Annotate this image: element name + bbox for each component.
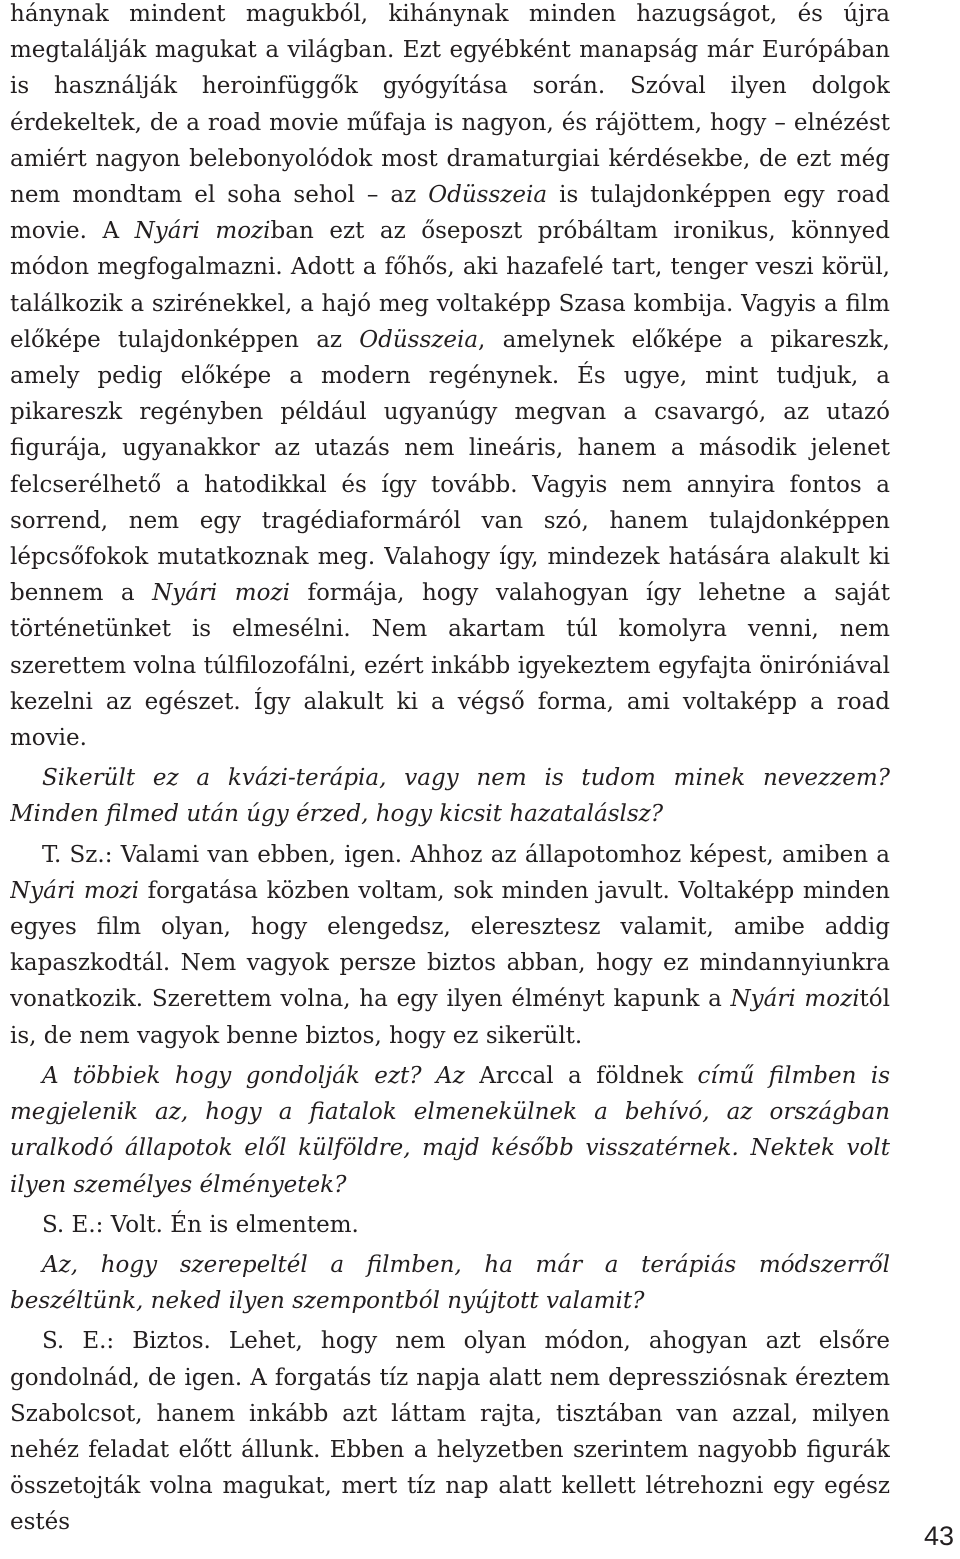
answer-text: S. E.: Biztos. Lehet, hogy nem olyan módon, ahogyan azt elsőre gondolnád, de igen. A forgatás tíz napja alatt nem depressziósnak éreztem Szabolcsot, hanem inkább azt láttam rajta, tisztában van azzal, milyen nehéz feladat előtt állunk. Ebben a helyzetben szerintem nagyobb figurák összetojták volna magukat, mert tíz nap alatt kellett létrehozni egy egész estés bbox=[10, 1328, 890, 1536]
title-nyari-mozi: Nyári mozi bbox=[152, 580, 290, 607]
title-arccal-a-foldnek: Arccal a földnek bbox=[479, 1062, 684, 1089]
question-text: A többiek hogy gondolják ezt? Az bbox=[42, 1062, 480, 1089]
text-run: hánynak mindent magukból, kihánynak minden hazugságot, és újra megtalálják magukat a világban. Ezt egyébként manapság már Európában is használják heroinfüggők gyógyítása során. Szóval ilyen dolgok érdekeltek, de a road movie műfaja is nagyon, és rájöttem, hogy – elnézést amiért nagyon belebonyolódok most dramaturgiai kérdésekbe, de ezt még nem mondtam el soha sehol – az bbox=[10, 1, 890, 209]
answer-text: S. E.: Volt. Én is elmentem. bbox=[42, 1211, 359, 1238]
title-odusszeia: Odüsszeia bbox=[359, 326, 479, 353]
text-run: is tulajdonképpen egy road movie. A bbox=[10, 182, 890, 245]
title-nyari-mozi: Nyári mozi bbox=[134, 218, 271, 245]
title-odusszeia: Odüsszeia bbox=[428, 182, 548, 209]
text-run: , amelynek előképe a pikareszk, amely pedig előképe a modern regénynek. És ugye, mint tudjuk, a pikareszk regényben például ugyanúgy megvan a csavargó, az utazó figurája, ugyanakkor az utazás nem lineáris, hanem a második jelenet felcserélhető a hatodikkal és így tovább. Vagyis nem annyira fontos a sorrend, nem egy tragédiaformáról van szó, hanem tulajdonképpen lépcsőfokok mutatkoznak meg. Valahogy így, mindezek hatására alakult ki bennem a bbox=[10, 326, 890, 607]
text-run: formája, hogy valahogyan így lehetne a saját történetünket is elmesélni. Nem akartam túl komolyra venni, nem szerettem volna túlfilozofálni, ezért inkább igyekeztem egyfajta öniróniával kezelni az egészet. Így alakult ki a végső forma, ami voltaképp a road movie. bbox=[10, 580, 890, 752]
interview-question bbox=[10, 760, 890, 832]
interview-answer bbox=[10, 837, 890, 1054]
question-text: Az, hogy szerepeltél a filmben, ha már a terápiás módszerről beszéltünk, neked ilyen szempontból nyújtott valamit? bbox=[10, 1251, 890, 1315]
text-run: tól is, de nem vagyok benne biztos, hogy ez sikerült. bbox=[10, 986, 890, 1049]
question-text: című filmben is megjelenik az, hogy a fiatalok elmenekülnek a behívó, az országban uralkodó állapotok elől külföldre, majd később visszatérnek. Nektek volt ilyen személyes élményetek? bbox=[10, 1062, 890, 1198]
text-run: forgatása közben voltam, sok minden javult. Voltaképp minden egyes film olyan, hogy elengedsz, eleresztesz valamit, amibe addig kapaszkodtál. Nem vagyok persze biztos abban, hogy ez mindannyiunkra vonatkozik. Szerettem volna, ha egy ilyen élményt kapunk a bbox=[10, 877, 890, 1013]
page-text-column bbox=[10, 0, 890, 1559]
text-run: ban ezt az őseposzt próbáltam ironikus, könnyed módon megfogalmazni. Adott a főhős, aki hazafelé tart, tenger veszi körül, találkozik a szirénekkel, a hajó meg voltaképp Szasa kombija. Vagyis a film előképe tulajdonképpen az bbox=[10, 218, 890, 353]
interview-question bbox=[10, 1058, 890, 1203]
title-nyari-mozi: Nyári mozi bbox=[730, 986, 860, 1013]
page-number: 43 bbox=[924, 1521, 955, 1551]
interview-answer bbox=[10, 1207, 890, 1243]
title-nyari-mozi: Nyári mozi bbox=[10, 877, 139, 904]
text-run: T. Sz.: Valami van ebben, igen. Ahhoz az állapotomhoz képest, amiben a bbox=[42, 841, 890, 868]
interview-answer bbox=[10, 1323, 890, 1540]
paragraph-body bbox=[10, 0, 890, 756]
interview-question bbox=[10, 1247, 890, 1319]
question-text: Sikerült ez a kvázi-terápia, vagy nem is tudom minek nevezzem? Minden filmed után úgy érzed, hogy kicsit hazataláslsz? bbox=[10, 765, 890, 828]
